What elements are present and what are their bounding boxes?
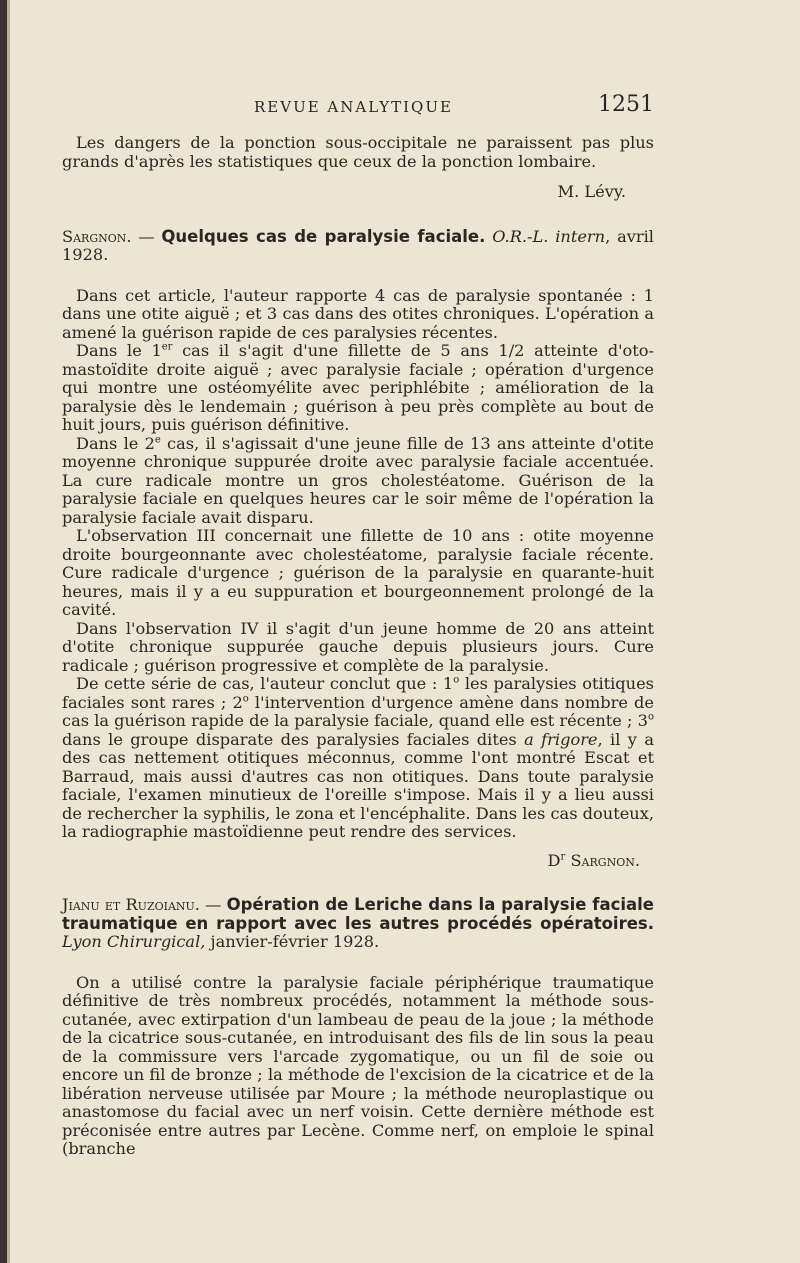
article2-paragraph-1: On a utilisé contre la paralysie faciale périphérique traumatique définitive de très nombreux procédés, notamment la méthode sous-cutanée, avec extirpation d'un lambeau de peau de la joue ; la méthode de la cicatrice sous-cutanée, en introduisant des fils de lin sous la peau de la commissure vers l'arcade zygomatique, ou un fil de soie ou encore un fil de bronze ; la méthode de l'excision de la cicatrice et de la libération nerveuse utilisée par Moure ; la méthode neuroplastique ou anastomose du facial avec un nerf voisin. Cette dernière méthode est préconisée entre autres par Lecène. Comme nerf, on emploie le spinal (branche <box>62 972 654 1158</box>
article1-paragraph-5: Dans l'observation IV il s'agit d'un jeune homme de 20 ans atteint d'otite chronique suppurée gauche depuis plusieurs jours. Cure radicale ; guérison progressive et complète de la paralysie. <box>62 618 654 675</box>
article2-title: Opération de Leriche dans la paralysie faciale traumatique en rapport avec les autres procédés opératoires. <box>62 895 654 933</box>
article1-paragraph-2 <box>62 342 654 435</box>
article1-paragraph-4: L'observation III concernait une fillette de 10 ans : otite moyenne droite bourgeonnante avec cholestéatome, paralysie faciale récente. Cure radicale d'urgence ; guérison de la paralysie en quarante-huit heures, mais il y a eu suppuration et bourgeonnement prolongé de la cavité. <box>62 526 654 619</box>
article-sargnon <box>62 228 654 871</box>
article1-signature <box>62 852 654 871</box>
article1-dash: — <box>138 226 155 246</box>
page-header <box>62 92 654 122</box>
article1-date: , avril 1928. <box>62 226 654 264</box>
intro-paragraph: Les dangers de la ponction sous-occipitale ne paraissent pas plus grands d'après les statistiques que ceux de la ponction lombaire. <box>62 133 654 171</box>
sig-dr: D <box>547 850 561 870</box>
binding-shadow <box>7 0 10 1263</box>
p2-text-b: cas il s'agit d'une fillette de 5 ans 1/2 atteinte d'oto-mastoïdite droite aiguë ; avec paralysie faciale ; opération d'urgence qui montre une ostéomyélite avec periphlébite ; amélioration de la paralysie dès le lendemain ; guérison à peu près complète au bout de huit jours, puis guérison définitive. <box>62 341 654 434</box>
p6-sup-3: o <box>647 711 654 723</box>
p6-italic: a frigore <box>524 729 598 749</box>
p6-text-a: De cette série de cas, l'auteur conclut que : 1 <box>76 674 454 693</box>
p6-text-d: dans le groupe disparate des paralysies faciales dites <box>62 729 525 749</box>
article1-paragraph-6 <box>62 675 654 842</box>
p6-text-c: l'intervention d'urgence amène dans nombre de cas la guérison rapide de la paralysie faciale, quand elle est récente ; 3 <box>62 692 654 730</box>
sig-dr-sup: r <box>560 851 566 863</box>
article2-dash: — <box>205 895 222 914</box>
article2-heading <box>62 896 654 952</box>
p2-sup: er <box>161 341 173 353</box>
p6-text-b: les paralysies otitiques faciales sont rares ; 2 <box>62 674 654 712</box>
article2-source: Lyon Chirurgical, <box>62 932 206 951</box>
p6-sup-2: o <box>242 693 249 705</box>
journal-page <box>62 92 654 1159</box>
sig-name: Sargnon. <box>570 850 640 870</box>
article1-paragraph-1: Dans cet article, l'auteur rapporte 4 cas de paralysie spontanée : 1 dans une otite aiguë ; et 3 cas dans des otites chroniques. L'opération a amené la guérison rapide de ces paralysies récentes. <box>62 285 654 342</box>
article2-author: Jianu et Ruzoianu. <box>62 895 200 914</box>
intro-signature: M. Lévy. <box>557 182 626 201</box>
p6-sup-1: o <box>453 674 460 686</box>
p3-sup: e <box>154 434 161 446</box>
p2-text-a: Dans le 1 <box>76 341 162 360</box>
article-jianu <box>62 896 654 1159</box>
p3-text-a: Dans le 2 <box>76 433 155 453</box>
binding-edge <box>0 0 7 1263</box>
running-title: REVUE ANALYTIQUE <box>254 98 453 116</box>
article1-title: Quelques cas de paralysie faciale. <box>161 226 486 246</box>
article1-paragraph-3 <box>62 435 654 528</box>
article1-source: O.R.-L. intern <box>492 226 606 246</box>
article1-heading <box>62 228 654 265</box>
article1-author: Sargnon. <box>62 226 132 246</box>
p6-text-e: , il y a des cas nettement otitiques méconnus, comme l'ont montré Escat et Barraud, mais aussi d'autres cas non otitiques. Dans toute paralysie faciale, l'examen minutieux de l'oreille s'impose. Mais il y a lieu aussi de rechercher la syphilis, le zona et l'encéphalite. Dans les cas douteux, la radiographie mastoïdienne peut rendre des services. <box>62 729 655 841</box>
page-number: 1251 <box>598 92 654 117</box>
article2-date: janvier-février 1928. <box>205 932 380 951</box>
p3-text-b: cas, il s'agissait d'une jeune fille de 13 ans atteinte d'otite moyenne chronique suppurée droite avec paralysie faciale accentuée. La cure radicale montre un gros cholestéatome. Guérison de la paralysie faciale en quelques heures car le soir même de l'opération la paralysie faciale avait disparu. <box>62 433 654 527</box>
